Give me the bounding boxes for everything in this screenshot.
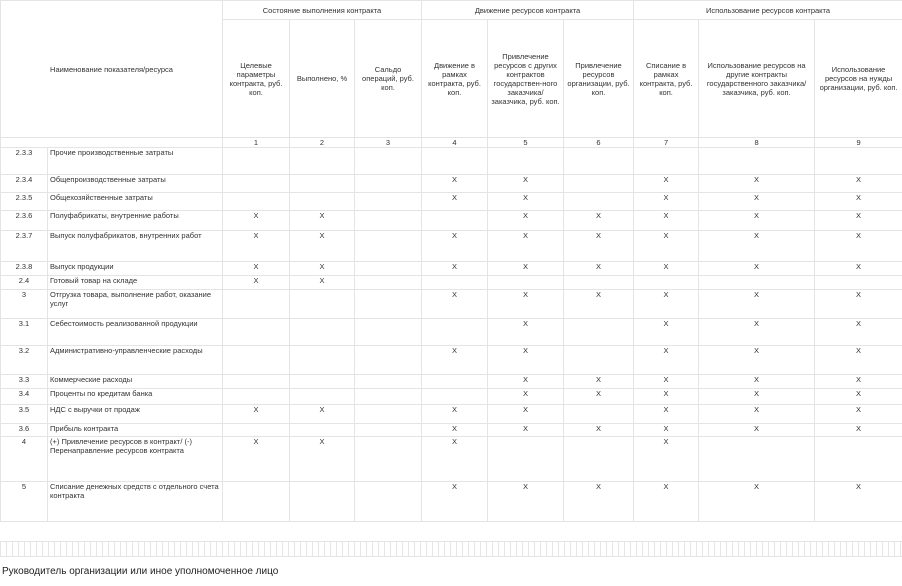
col-number: 5 (488, 138, 564, 148)
cell-mark (290, 290, 355, 319)
cell-mark: X (290, 405, 355, 424)
cell-mark: X (699, 175, 815, 193)
row-name: Отгрузка товара, выполнение работ, оказание услуг (48, 290, 223, 319)
cell-mark (634, 148, 699, 175)
table-row (1, 405, 902, 424)
cell-mark (223, 482, 290, 522)
cell-mark: X (488, 211, 564, 231)
row-code: 2.3.7 (1, 231, 48, 262)
col-number: 8 (699, 138, 815, 148)
cell-mark (355, 193, 422, 211)
cell-mark (564, 276, 634, 290)
cell-mark: X (699, 262, 815, 276)
cell-mark: X (488, 231, 564, 262)
cell-mark (290, 424, 355, 437)
cell-mark (290, 346, 355, 375)
cell-mark (355, 482, 422, 522)
cell-mark (355, 319, 422, 346)
cell-mark: X (815, 193, 902, 211)
table-row (1, 276, 902, 290)
cell-mark (422, 276, 488, 290)
cell-mark (488, 276, 564, 290)
cell-mark: X (634, 262, 699, 276)
signature-label: Руководитель организации или иное уполномоченное лицо (2, 566, 279, 577)
cell-mark: X (815, 231, 902, 262)
cell-mark: X (815, 482, 902, 522)
cell-mark: X (699, 389, 815, 405)
cell-mark: X (564, 231, 634, 262)
cell-mark: X (488, 482, 564, 522)
cell-mark: X (634, 424, 699, 437)
cell-mark: X (699, 375, 815, 389)
cell-mark (355, 231, 422, 262)
col-number: 7 (634, 138, 699, 148)
row-code: 3.1 (1, 319, 48, 346)
cell-mark (815, 276, 902, 290)
table-row (1, 424, 902, 437)
cell-mark: X (699, 482, 815, 522)
row-code: 2.3.6 (1, 211, 48, 231)
cell-mark (564, 405, 634, 424)
cell-mark: X (634, 346, 699, 375)
row-code: 3.2 (1, 346, 48, 375)
row-name: Общехозяйственные затраты (48, 193, 223, 211)
row-name: Готовый товар на складе (48, 276, 223, 290)
cell-mark (355, 211, 422, 231)
cell-mark: X (223, 231, 290, 262)
cell-mark: X (422, 290, 488, 319)
row-code: 3.6 (1, 424, 48, 437)
cell-mark: X (634, 437, 699, 482)
row-code: 2.4 (1, 276, 48, 290)
cell-mark: X (564, 389, 634, 405)
cell-mark: X (815, 405, 902, 424)
resource-name-header: Наименование показателя/ресурса (1, 1, 223, 138)
row-name: Выпуск полуфабрикатов, внутренних работ (48, 231, 223, 262)
table-row (1, 290, 902, 319)
cell-mark (223, 346, 290, 375)
cell-mark (355, 405, 422, 424)
cell-mark: X (634, 175, 699, 193)
cell-mark (699, 437, 815, 482)
table-row (1, 437, 902, 482)
cell-mark (290, 175, 355, 193)
cell-mark: X (422, 262, 488, 276)
cell-mark (564, 148, 634, 175)
cell-mark (355, 375, 422, 389)
cell-mark (290, 482, 355, 522)
cell-mark: X (815, 262, 902, 276)
cell-mark: X (815, 389, 902, 405)
cell-mark (422, 319, 488, 346)
row-name: Общепроизводственные затраты (48, 175, 223, 193)
cell-mark: X (634, 211, 699, 231)
col-header-7: Списание в рамках контракта, руб. коп. (634, 20, 699, 138)
cell-mark (355, 175, 422, 193)
cell-mark: X (634, 405, 699, 424)
divider-stripe (0, 541, 902, 557)
cell-mark: X (699, 290, 815, 319)
cell-mark: X (223, 211, 290, 231)
cell-mark (815, 437, 902, 482)
cell-mark: X (699, 319, 815, 346)
col-header-8: Использование ресурсов на другие контракты государственного заказчика/заказчика, руб. коп. (699, 20, 815, 138)
cell-mark (564, 175, 634, 193)
cell-mark: X (815, 211, 902, 231)
cell-mark: X (634, 290, 699, 319)
cell-mark (699, 276, 815, 290)
cell-mark (355, 346, 422, 375)
table-row (1, 148, 902, 175)
cell-mark: X (290, 276, 355, 290)
cell-mark (422, 389, 488, 405)
row-name: Коммерческие расходы (48, 375, 223, 389)
cell-mark (355, 424, 422, 437)
cell-mark: X (815, 346, 902, 375)
cell-mark: X (290, 231, 355, 262)
row-name: Проценты по кредитам банка (48, 389, 223, 405)
cell-mark: X (422, 175, 488, 193)
cell-mark: X (699, 211, 815, 231)
cell-mark: X (223, 405, 290, 424)
table-row (1, 482, 902, 522)
table-row (1, 193, 902, 211)
col-header-2: Выполнено, % (290, 20, 355, 138)
cell-mark: X (290, 211, 355, 231)
cell-mark: X (564, 262, 634, 276)
cell-mark (223, 424, 290, 437)
group-header-resource-usage: Использование ресурсов контракта (634, 1, 902, 20)
row-code: 3 (1, 290, 48, 319)
cell-mark: X (488, 290, 564, 319)
cell-mark: X (699, 424, 815, 437)
cell-mark (223, 148, 290, 175)
cell-mark: X (223, 437, 290, 482)
cell-mark (488, 437, 564, 482)
report-body (1, 148, 902, 522)
cell-mark (355, 290, 422, 319)
cell-mark: X (634, 193, 699, 211)
cell-mark: X (815, 319, 902, 346)
cell-mark: X (634, 482, 699, 522)
cell-mark: X (488, 346, 564, 375)
row-code: 2.3.4 (1, 175, 48, 193)
cell-mark: X (634, 375, 699, 389)
col-number: 2 (290, 138, 355, 148)
col-number: 6 (564, 138, 634, 148)
cell-mark (290, 319, 355, 346)
table-row (1, 175, 902, 193)
cell-mark (290, 148, 355, 175)
cell-mark (488, 148, 564, 175)
cell-mark: X (488, 262, 564, 276)
cell-mark (223, 175, 290, 193)
cell-mark (355, 437, 422, 482)
cell-mark: X (290, 262, 355, 276)
cell-mark: X (564, 211, 634, 231)
cell-mark: X (815, 290, 902, 319)
cell-mark (290, 193, 355, 211)
cell-mark: X (488, 389, 564, 405)
cell-mark: X (422, 405, 488, 424)
row-code: 5 (1, 482, 48, 522)
cell-mark: X (488, 319, 564, 346)
table-row (1, 231, 902, 262)
row-name: Списание денежных средств с отдельного счета контракта (48, 482, 223, 522)
cell-mark: X (564, 290, 634, 319)
cell-mark: X (422, 346, 488, 375)
cell-mark (290, 375, 355, 389)
cell-mark: X (488, 193, 564, 211)
cell-mark (223, 375, 290, 389)
row-name: Административно-управленческие расходы (48, 346, 223, 375)
table-row (1, 211, 902, 231)
cell-mark (564, 437, 634, 482)
table-row (1, 262, 902, 276)
cell-mark (223, 290, 290, 319)
row-name: Полуфабрикаты, внутренние работы (48, 211, 223, 231)
col-number: 9 (815, 138, 902, 148)
table-row (1, 375, 902, 389)
group-header-resource-movement: Движение ресурсов контракта (422, 1, 634, 20)
cell-mark: X (488, 375, 564, 389)
row-code: 3.5 (1, 405, 48, 424)
cell-mark (223, 193, 290, 211)
table-row (1, 319, 902, 346)
cell-mark (564, 319, 634, 346)
row-code: 2.3.5 (1, 193, 48, 211)
cell-mark (355, 148, 422, 175)
cell-mark: X (422, 424, 488, 437)
cell-mark: X (564, 424, 634, 437)
cell-mark: X (634, 319, 699, 346)
table-row (1, 346, 902, 375)
row-code: 3.3 (1, 375, 48, 389)
cell-mark: X (634, 231, 699, 262)
cell-mark: X (422, 231, 488, 262)
cell-mark: X (223, 276, 290, 290)
row-code: 4 (1, 437, 48, 482)
group-header-contract-status: Состояние выполнения контракта (223, 1, 422, 20)
cell-mark (223, 389, 290, 405)
cell-mark (355, 276, 422, 290)
cell-mark: X (422, 482, 488, 522)
cell-mark: X (699, 405, 815, 424)
cell-mark (223, 319, 290, 346)
row-code: 2.3.3 (1, 148, 48, 175)
cell-mark: X (422, 437, 488, 482)
col-header-1: Целевые параметры контракта, руб. коп. (223, 20, 290, 138)
row-name: НДС с выручки от продаж (48, 405, 223, 424)
signature-area (0, 541, 902, 586)
cell-mark: X (290, 437, 355, 482)
cell-mark (634, 276, 699, 290)
cell-mark: X (422, 193, 488, 211)
cell-mark (422, 375, 488, 389)
cell-mark: X (815, 375, 902, 389)
row-code: 3.4 (1, 389, 48, 405)
col-header-4: Движение в рамках контракта, руб. коп. (422, 20, 488, 138)
cell-mark: X (634, 389, 699, 405)
row-name: Прибыль контракта (48, 424, 223, 437)
cell-mark: X (699, 346, 815, 375)
row-name: Себестоимость реализованной продукции (48, 319, 223, 346)
cell-mark: X (815, 175, 902, 193)
cell-mark (699, 148, 815, 175)
cell-mark (422, 211, 488, 231)
cell-mark: X (815, 424, 902, 437)
cell-mark: X (564, 482, 634, 522)
col-number-blank (1, 138, 223, 148)
col-header-5: Привлечение ресурсов с других контрактов государствен-ного заказчика/ заказчика, руб. коп. (488, 20, 564, 138)
col-number: 3 (355, 138, 422, 148)
cell-mark (422, 148, 488, 175)
cell-mark (290, 389, 355, 405)
col-header-3: Сальдо операций, руб. коп. (355, 20, 422, 138)
cell-mark (815, 148, 902, 175)
cell-mark (564, 193, 634, 211)
cell-mark: X (564, 375, 634, 389)
row-code: 2.3.8 (1, 262, 48, 276)
cell-mark (355, 262, 422, 276)
cell-mark: X (223, 262, 290, 276)
col-number: 1 (223, 138, 290, 148)
table-row (1, 389, 902, 405)
cell-mark: X (488, 175, 564, 193)
cell-mark: X (699, 231, 815, 262)
cell-mark (564, 346, 634, 375)
col-header-9: Использование ресурсов на нужды организации, руб. коп. (815, 20, 902, 138)
col-number: 4 (422, 138, 488, 148)
cell-mark: X (488, 405, 564, 424)
cell-mark: X (488, 424, 564, 437)
row-name: Прочие производственные затраты (48, 148, 223, 175)
row-name: Выпуск продукции (48, 262, 223, 276)
col-header-6: Привлечение ресурсов организации, руб. коп. (564, 20, 634, 138)
cell-mark: X (699, 193, 815, 211)
cell-mark (355, 389, 422, 405)
row-name: (+) Привлечение ресурсов в контракт/ (-) Перенаправление ресурсов контракта (48, 437, 223, 482)
